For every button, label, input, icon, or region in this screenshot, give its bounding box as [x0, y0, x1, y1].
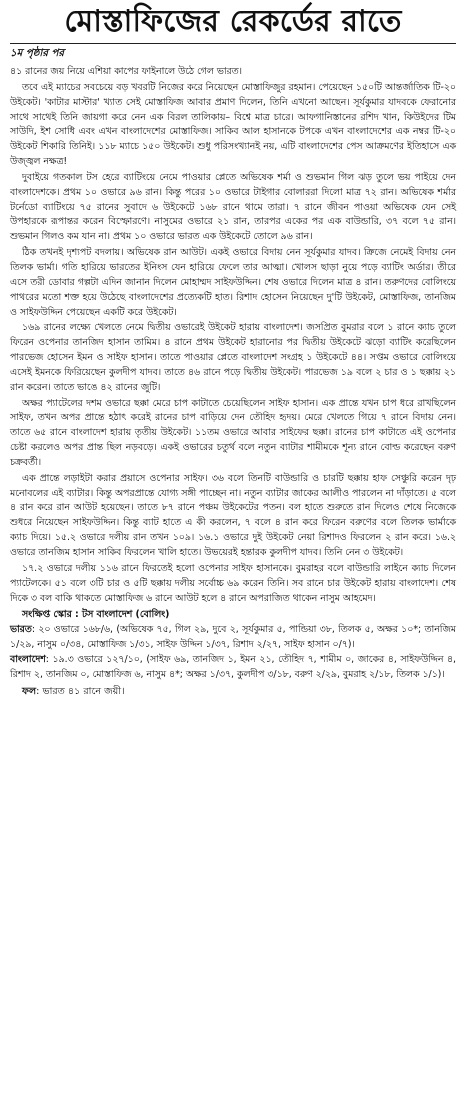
scorecard — [10, 608, 456, 682]
scorecard-india — [10, 623, 456, 653]
paragraph: অক্ষর প্যাটেলের দশম ওভারে ছক্কা মেরে চাপ কাটাতে চেয়েছিলেন সাইফ হাসান। এক প্রান্তে যখন চাপ ধরে রাখছিলেন সাইফ, তখন অপর প্রান্তে হঠাৎ করেই রানের চাপ বাড়িয়ে দেন তৌহিদ হৃদয়। মেরে খেলতে গিয়ে ৭ রানে বিদায় নেন। তাতে ৬৫ রানে বাংলাদেশ হারায় তৃতীয় উইকেট। ১১তম ওভারে আবার সাইফের ছক্কা। রানের চাপ কাটাতে এই ওপেনার চেষ্টা করলেও অপর প্রান্ত ছিল নড়বড়ে। একই ওভারের চতুর্থ বলে নতুন ব্যাটার শামীমকে শূন্য রানে বোল্ড করেছেন বরুণ চক্রবর্তী। — [10, 397, 456, 468]
paragraph: ১৭.২ ওভারে দলীয় ১১৬ রানে ফিরতেই হলো ওপেনার সাইফ হাসানকে। বুমরাহর বলে বাউন্ডারি লাইনে ক্যাচ দিলেন প্যাটেলকে। ৫১ বলে ৩টি চার ও ৫টি ছক্কায় দলীয় সর্বোচ্চ ৬৯ করেন তিনি। সব রানে চার উইকেট হারায় বাংলাদেশ। শেষ দিকে ৩ বল বাকি থাকতে মোস্তাফিজ ৬ রানে আউট হলে ৪ রানে অপরাজিত থাকেন নাসুম আহমেদ। — [10, 562, 456, 604]
scorecard-bangladesh — [10, 653, 456, 683]
paragraph: ঠিক তখনই দৃশ্যপট বদলায়। অভিষেক রান আউট। একই ওভারে বিদায় নেন সূর্যকুমার যাদব। ক্রিজে নেমেই বিদায় নেন তিলক ভার্মা। গতি হারিয়ে ভারতের ইনিংস যেন হারিয়ে ফেলে তার আত্মা। খোলস ছাড়া নুয়ে পড়ে ব্যাটিং অর্ডার। তীরে এসে তরী ডোবার গল্পটা এদিন জানান দিলেন মোহাম্মদ সাইফউদ্দিন। শেষ ওভারে দিলেন মাত্র ৪ রান। তরুণদের বোলিংয়ে পাথরের মতো শক্ত হয়ে উঠেছে বাংলাদেশের প্রত্যেকটি হাত। রিশাদ হোসেন নিয়েছেন দু'টি উইকেট, মোস্তাফিজ, তানজিম ও সাইফউদ্দিন পেয়েছেন একটি করে উইকেট। — [10, 247, 456, 318]
match-result — [10, 685, 456, 700]
team-score: : ১৯.৩ ওভারে ১২৭/১০, (সাইফ ৬৯, তানজিদ ১, ইমন ২১, তৌহিদ ৭, শামীম ০, জাকের ৪, সাইফউদ্দিন ৪, রিশাদ ২, তানজিম ০, মোস্তাফিজ ৬, নাসুম ৪*; অক্ষর ১/৩৭, কুলদীপ ৩/১৮, বরুণ ২/২৯, বুমরাহ ২/১৮, তিলক ১/১)। — [10, 653, 456, 680]
paragraph: দুবাইয়ে গতকাল টস হেরে ব্যাটিংয়ে নেমে পাওয়ার প্লেতে অভিষেক শর্মা ও শুভমান গিল ঝড় তুলে ভয় পাইয়ে দেন বাংলাদেশকে। প্রথম ১০ ওভারে ৯৬ রান। কিন্তু পরের ১০ ওভারে টাইগার বোলাররা দিলো মাত্র ৭২ রান। অভিষেক শর্মার টর্নেডো ব্যাটিংয়ে ৭৫ রানের সুবাদে ৬ উইকেটে ১৬৮ রানে থামে তারা। ৭ রানে জীবন পাওয়া অভিষেক যেন সেই উপহারকে রূপান্তর করেন বিস্ফোরণে। নাসুমের ওভারে ২১ রান, তারপর একের পর এক বাউন্ডারি, ৩৭ বলে ৭৫ রান। শুভমান গিলও কম যান না। প্রথম ১০ ওভারে ভারত এক উইকেটে তোলে ৯৬ রান। — [10, 171, 456, 243]
headline-divider — [10, 43, 456, 44]
result-label: ফল — [22, 685, 37, 697]
team-score: : ২০ ওভারে ১৬৮/৬, (অভিষেক ৭৫, গিল ২৯, দুবে ২, সূর্যকুমার ৫, পান্ডিয়া ৩৮, তিলক ৫, অক্ষর ১০*; তানজিম ১/২৯, নাসুম ০/৩৪, মোস্তাফিজ ১/৩১, সাইফ উদ্দিন ১/৩৭, রিশাদ ২/২৭, সাইফ হাসান ০/৭)। — [10, 624, 456, 651]
article-headline: মোস্তাফিজের রেকর্ডের রাতে — [64, 4, 402, 39]
paragraph: ৪১ রানের জয় নিয়ে এশিয়া কাপের ফাইনালে উঠে গেল ভারত। — [10, 66, 243, 77]
team-label: ভারত — [10, 624, 32, 636]
paragraph: এক প্রান্তে লড়াইটা করার প্রয়াসে ওপেনার সাইফ। ৩৬ বলে তিনটি বাউন্ডারি ও চারটি ছক্কায় হাফ সেঞ্চুরি করেন দৃঢ় মনোবলের এই ব্যাটার। কিন্তু অপরপ্রান্তে যোগ্য সঙ্গী পাচ্ছেন না। নতুন ব্যাটার জাকের আলীও পারলেন না দাঁড়াতে। ৫ বলে ৪ রান করে রান আউট হয়েছেন। তাতে ৮৭ রানে পঞ্চম উইকেটের পতন। বল হাতে শুরুতে রান দিলেও শেষে নিজেকে শুধরে নিয়েছেন সাইফউদ্দিন। কিন্তু ব্যাট হাতে এ কী করলেন, ৭ বলে ৪ রান করে ফিরেন বরুণের বলে তিলক ভার্মাকে ক্যাচ দিয়ে। ১৫.২ ওভারে দলীয় রান তখন ১০৯। ১৬.১ ওভারে দুই উইকেট নেয়া রিশাদও ফিরলেন ২ রান করে। ১৬.২ ওভারে তানজিম হাসান সাকিব ফিরলেন খালি হাতে। উভয়েরই হন্তারক কুলদীপ যাদব। তিনি নেন ৩ উইকেট। — [10, 472, 456, 558]
scorecard-header: সংক্ষিপ্ত স্কোর : টস বাংলাদেশ (বোলিং) — [22, 609, 170, 621]
continued-from-label: ১ম পৃষ্ঠার পর — [10, 48, 64, 59]
result-text: : ভারত ৪১ রানে জয়ী। — [36, 685, 125, 697]
newspaper-article — [0, 2, 466, 1099]
article-body — [10, 65, 456, 606]
paragraph: তবে এই ম্যাচের সবচেয়ে বড় খবরটি নিজের করে নিয়েছেন মোস্তাফিজুর রহমান। পেয়েছেন ১৫০টি আন্তর্জাতিক টি-২০ উইকেট। 'কাটার মাস্টার' খ্যাত সেই মোস্তাফিজ আবার প্রমাণ দিলেন, তিনি এখনো আছেন। সূর্যকুমার যাদবকে ফেরানোর সাথে সাথেই তিনি জায়গা করে নেন এক বিরল তালিকায়– বিশ্বে মাত্র চারে। আফগানিস্তানের রশিদ খান, কিউইদের টিম সাউদি, ইশ সোধি এবং এখন বাংলাদেশের মোস্তাফিজ। সাকিব আল হাসানকে টপকে এখন বাংলাদেশের এক নম্বর টি-২০ উইকেট শিকারি তিনিই। ১১৮ ম্যাচে ১৫০ উইকেট। শুধু পরিসংখ্যানই নয়, এটি বাংলাদেশের পেস আক্রমণের ইতিহাসে এক উজ্জ্বল নক্ষত্র! — [10, 81, 456, 168]
paragraph: ১৬৯ রানের লক্ষ্যে খেলতে নেমে দ্বিতীয় ওভারেই উইকেট হারায় বাংলাদেশ। জসপ্রিত বুমরার বলে ১ রানে ক্যাচ তুলে ফিরেন ওপেনার তানজিদ হাসান তামিম। ৪ রানে প্রথম উইকেট হারানোর পর দ্বিতীয় উইকেটে ঝড়ো ব্যাটিং করেছিলেন পারভেজ হোসেন ইমন ও সাইফ হাসান। তাতে পাওয়ার প্লেতে বাংলাদেশ সংগ্রহ ১ উইকেটে ৪৪। সপ্তম ওভারে বোলিংয়ে এসেই ইমনকে ফিরিয়েছেন কুলদীপ যাদব। তাতে ৪৬ রানে পড়ে দ্বিতীয় উইকেট। পারভেজ ১৯ বলে ২ চার ও ১ ছক্কায় ২১ রান করেন। তাতে ভাঙে ৪২ রানের জুটি। — [10, 322, 456, 393]
team-label: বাংলাদেশ — [10, 653, 46, 665]
